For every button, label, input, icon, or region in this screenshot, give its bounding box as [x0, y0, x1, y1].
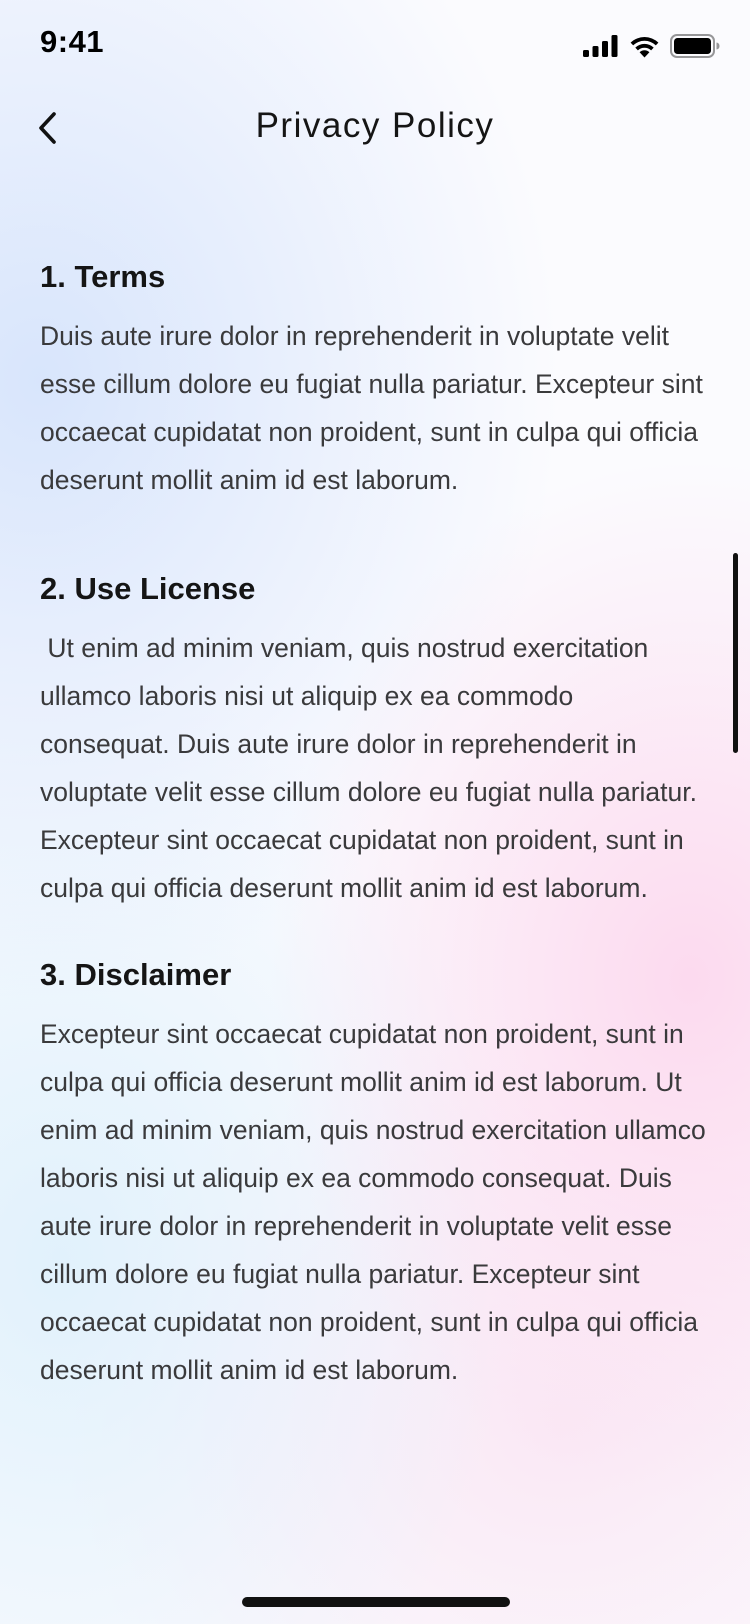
home-indicator[interactable]: [242, 1597, 510, 1607]
section-body: Ut enim ad minim veniam, quis nostrud exercitation ullamco laboris nisi ut aliquip ex ea commodo consequat. Duis aute irure dolor in reprehenderit in voluptate velit esse cillum dolore eu fugiat nulla pariatur. Excepteur sint occaecat cupidatat non proident, sunt in culpa qui officia deserunt mollit anim id est laborum.: [40, 633, 705, 903]
section-heading: 2. Use License: [40, 571, 256, 606]
status-time: 9:41: [40, 24, 105, 59]
status-bar: [0, 0, 750, 90]
page-title: Privacy Policy: [255, 106, 495, 145]
scrollbar[interactable]: [733, 553, 738, 753]
nav-header: [0, 92, 750, 172]
section-heading: 3. Disclaimer: [40, 957, 232, 992]
section-disclaimer: [40, 948, 710, 1394]
section-body: Duis aute irure dolor in reprehenderit in voluptate velit esse cillum dolore eu fugiat nulla pariatur. Excepteur sint occaecat cupidatat non proident, sunt in culpa qui officia deserunt mollit anim id est laborum.: [40, 321, 703, 495]
section-use-license: [40, 562, 710, 912]
section-terms: [40, 250, 710, 504]
battery-full-icon: [670, 34, 720, 58]
status-icons: [583, 32, 720, 60]
section-heading: 1. Terms: [40, 259, 166, 294]
signal-bars-icon: [583, 35, 619, 57]
section-body: Excepteur sint occaecat cupidatat non proident, sunt in culpa qui officia deserunt mollit anim id est laborum. Ut enim ad minim veniam, quis nostrud exercitation ullamco laboris nisi ut aliquip ex ea commodo consequat. Duis aute irure dolor in reprehenderit in voluptate velit esse cillum dolore eu fugiat nulla pariatur. Excepteur sint occaecat cupidatat non proident, sunt in culpa qui officia deserunt mollit anim id est laborum.: [40, 1019, 706, 1385]
wifi-icon: [629, 35, 660, 58]
policy-content[interactable]: [40, 250, 710, 1394]
